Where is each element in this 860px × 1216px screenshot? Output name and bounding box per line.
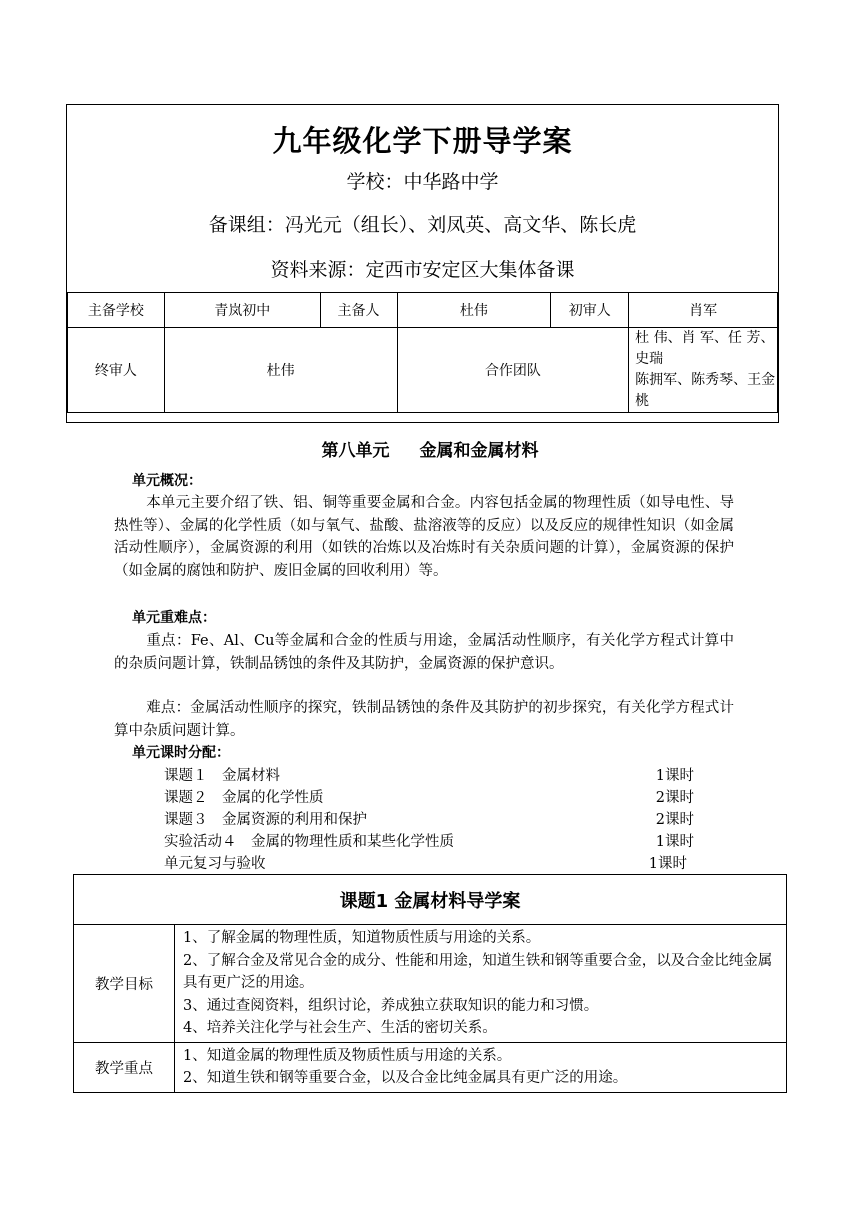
key-points-paragraph — [114, 630, 734, 675]
host-school-value: 青岚初中 — [164, 293, 320, 328]
team-members-line1: 杜 伟、肖 军、任 芳、史瑞 — [635, 330, 775, 367]
goal-item: 3、通过查阅资料，组织讨论，养成独立获取知识的能力和习惯。 — [183, 997, 599, 1014]
goal-item: 2、了解合金及常见合金的成分、性能和用途，知道生铁和钢等重要合金，以及合金比纯金属具有更广泛的用途。 — [183, 952, 773, 991]
overview-text: 本单元主要介绍了铁、铝、铜等重要金属和合金。内容包括金属的物理性质（如导电性、导热性等）、金属的化学性质（如与氧气、盐酸、盐溶液等的反应）以及反应的规律性知识（如金属活动性顺序），金属资源的利用（如铁的冶炼以及冶炼时有关杂质问题的计算），金属资源的保护（如金属的腐蚀和防护、废旧金属的回收利用）等。 — [114, 495, 734, 579]
unit-name: 金属和金属材料 — [419, 441, 539, 461]
unit-number: 第八单元 — [321, 441, 390, 461]
schedule-hours: 1课时 — [655, 834, 694, 850]
first-reviewer-label: 初审人 — [551, 293, 629, 328]
prep-group-line: 备课组：冯光元（组长）、刘凤英、高文华、陈长虎 — [208, 214, 637, 236]
source-line: 资料来源：定西市安定区大集体备课 — [270, 259, 575, 281]
unit-heading — [0, 436, 860, 461]
schedule-topic: 课题３ 金属资源的利用和保护 — [164, 812, 367, 828]
goal-item: 4、培养关注化学与社会生产、生活的密切关系。 — [183, 1020, 497, 1036]
document-title: 九年级化学下册导学案 — [272, 124, 573, 158]
host-school-label: 主备学校 — [68, 293, 165, 328]
first-reviewer-value: 肖军 — [629, 293, 778, 328]
key-points-label: 单元重难点： — [132, 610, 216, 626]
goals-label: 教学目标 — [74, 925, 175, 1043]
header-box — [66, 104, 779, 423]
schedule-row — [164, 786, 694, 808]
schedule-hours: 2课时 — [655, 790, 694, 806]
main-preparer-value: 杜伟 — [397, 293, 551, 328]
key-content — [175, 1042, 787, 1092]
schedule-hours: 1课时 — [655, 768, 694, 784]
goal-item: 1、了解金属的物理性质，知道物质性质与用途的关系。 — [183, 930, 541, 946]
overview-paragraph — [114, 492, 734, 582]
overview-label: 单元概况： — [132, 473, 202, 489]
school-line: 学校：中华路中学 — [346, 171, 499, 193]
schedule-row — [164, 764, 694, 786]
schedule-hours: 1课时 — [648, 856, 687, 872]
info-table — [67, 292, 778, 413]
key-label: 教学重点 — [74, 1042, 175, 1092]
lesson-table — [73, 874, 787, 1093]
key-item: 2、知道生铁和钢等重要合金，以及合金比纯金属具有更广泛的用途。 — [183, 1070, 628, 1086]
schedule-hours: 2课时 — [655, 812, 694, 828]
schedule-topic: 课题１ 金属材料 — [164, 768, 280, 784]
team-members-line2: 陈拥军、陈秀琴、王金桃 — [635, 372, 776, 409]
schedule-topic: 实验活动４ 金属的物理性质和某些化学性质 — [164, 834, 454, 850]
schedule-row — [164, 852, 687, 874]
main-preparer-label: 主备人 — [320, 293, 397, 328]
final-reviewer-value: 杜伟 — [164, 328, 397, 413]
schedule-row — [164, 808, 694, 830]
schedule-topic: 课题２ 金属的化学性质 — [164, 790, 324, 806]
final-reviewer-label: 终审人 — [68, 328, 165, 413]
lesson-title: 课题1 金属材料导学案 — [74, 875, 787, 925]
schedule-label: 单元课时分配： — [132, 745, 230, 761]
schedule-topic: 单元复习与验收 — [164, 856, 266, 872]
goals-content — [175, 925, 787, 1043]
key-points-text: 重点：Fe、Al、Cu等金属和合金的性质与用途，金属活动性顺序，有关化学方程式计算中的杂质问题计算，铁制品锈蚀的条件及其防护，金属资源的保护意识。 — [114, 633, 734, 672]
difficulties-paragraph — [114, 697, 734, 742]
schedule-row — [164, 830, 694, 852]
team-members — [629, 328, 778, 413]
key-item: 1、知道金属的物理性质及物质性质与用途的关系。 — [183, 1047, 512, 1064]
difficulties-text: 难点：金属活动性顺序的探究，铁制品锈蚀的条件及其防护的初步探究，有关化学方程式计算中杂质问题计算。 — [114, 700, 734, 739]
team-label: 合作团队 — [397, 328, 629, 413]
